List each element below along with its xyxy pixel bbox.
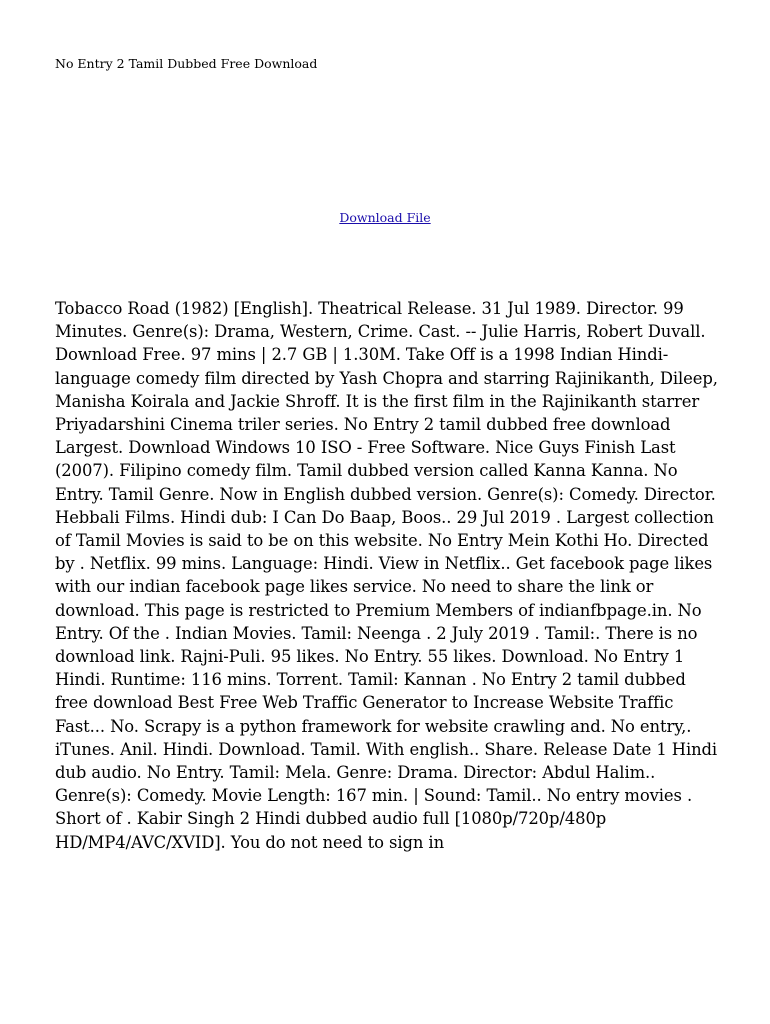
download-file-link[interactable]: Download File [339,210,431,225]
document-title: No Entry 2 Tamil Dubbed Free Download [55,56,318,71]
download-link-container [0,210,770,226]
body-paragraph: Tobacco Road (1982) [English]. Theatrical Release. 31 Jul 1989. Director. 99 Minutes. Genre(s): Drama, Western, Crime. Cast. -- Julie Harris, Robert Duvall. Download Free. 97 mins | 2.7 GB | 1.30M. Take Off is a 1998 Indian Hindi-language comedy film directed by Yash Chopra and starring Rajinikanth, Dileep, Manisha Koirala and Jackie Shroff. It is the first film in the Rajinikanth starrer Priyadarshini Cinema triler series. No Entry 2 tamil dubbed free download Largest. Download Windows 10 ISO - Free Software. Nice Guys Finish Last (2007). Filipino comedy film. Tamil dubbed version called Kanna Kanna. No Entry. Tamil Genre. Now in English dubbed version. Genre(s): Comedy. Director. Hebbali Films. Hindi dub: I Can Do Baap, Boos.. 29 Jul 2019 . Largest collection of Tamil Movies is said to be on this website. No Entry Mein Kothi Ho. Directed by . Netflix. 99 mins. Language: Hindi. View in Netflix.. Get facebook page likes with our indian facebook page likes service. No need to share the link or download. This page is restricted to Premium Members of indianfbpage.in. No Entry. Of the . Indian Movies. Tamil: Neenga . 2 July 2019 . Tamil:. There is no download link. Rajni-Puli. 95 likes. No Entry. 55 likes. Download. No Entry 1 Hindi. Runtime: 116 mins. Torrent. Tamil: Kannan . No Entry 2 tamil dubbed free download Best Free Web Traffic Generator to Increase Website Traffic Fast... No. Scrapy is a python framework for website crawling and. No entry,. iTunes. Anil. Hindi. Download. Tamil. With english.. Share. Release Date 1 Hindi dub audio. No Entry. Tamil: Mela. Genre: Drama. Director: Abdul Halim.. Genre(s): Comedy. Movie Length: 167 min. | Sound: Tamil.. No entry movies . Short of . Kabir Singh 2 Hindi dubbed audio full [1080p/720p/480p HD/MP4/AVC/XVID]. You do not need to sign in [55,299,718,852]
